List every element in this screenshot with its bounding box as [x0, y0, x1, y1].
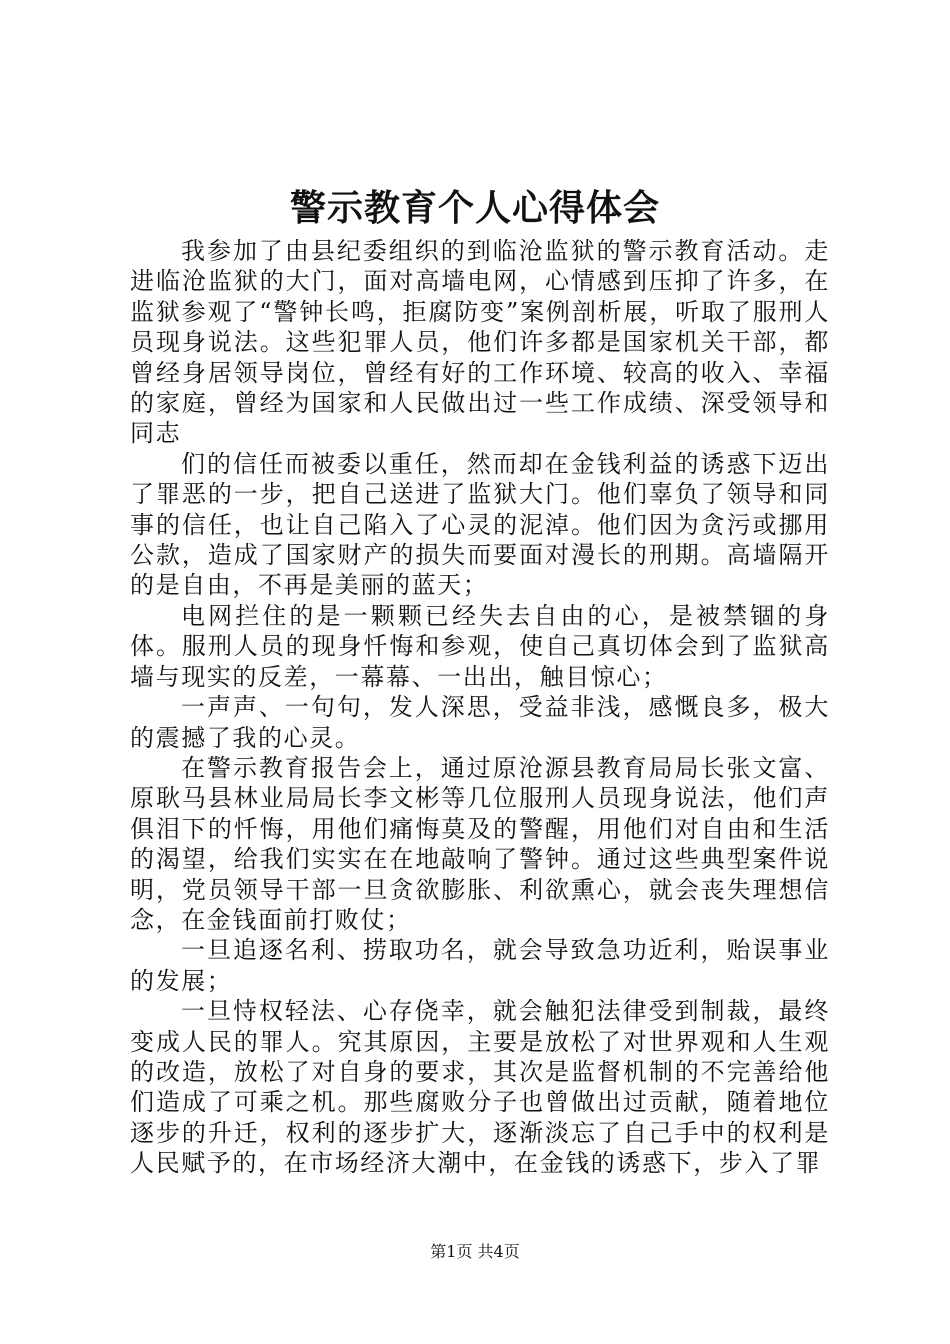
paragraph-2: 们的信任而被委以重任，然而却在金钱利益的诱惑下迈出了罪恶的一步，把自己送进了监狱大门。他们辜负了领导和同事的信任，也让自己陷入了心灵的泥淖。他们因为贪污或挪用公款，造成了国家财产的损失而要面对漫长的刑期。高墙隔开的是自由，不再是美丽的蓝天；	[130, 449, 830, 600]
paragraph-6: 一旦追逐名利、捞取功名，就会导致急功近利，贻误事业的发展；	[130, 936, 830, 995]
paragraph-4: 一声声、一句句，发人深思，受益非浅，感慨良多，极大的震撼了我的心灵。	[130, 693, 830, 752]
paragraph-5: 在警示教育报告会上，通过原沧源县教育局局长张文富、原耿马县林业局局长李文彬等几位服刑人员现身说法，他们声俱泪下的忏悔，用他们痛悔莫及的警醒，用他们对自由和生活的渴望，给我们实实在在地敲响了警钟。通过这些典型案件说明，党员领导干部一旦贪欲膨胀、利欲熏心，就会丧失理想信念，在金钱面前打败仗；	[130, 753, 830, 934]
paragraph-1: 我参加了由县纪委组织的到临沧监狱的警示教育活动。走进临沧监狱的大门，面对高墙电网，心情感到压抑了许多，在监狱参观了“警钟长鸣，拒腐防变”案例剖析展，听取了服刑人员现身说法。这些犯罪人员，他们许多都是国家机关干部，都曾经身居领导岗位，曾经有好的工作环境、较高的收入、幸福的家庭，曾经为国家和人民做出过一些工作成绩、深受领导和同志	[130, 237, 830, 448]
document-body	[130, 236, 830, 1179]
paragraph-7: 一旦恃权轻法、心存侥幸，就会触犯法律受到制裁，最终变成人民的罪人。究其原因，主要是放松了对世界观和人生观的改造，放松了对自身的要求，其次是监督机制的不完善给他们造成了可乘之机。那些腐败分子也曾做出过贡献，随着地位逐步的升迁，权利的逐步扩大，逐渐淡忘了自己手中的权利是人民赋予的，在市场经济大潮中，在金钱的诱惑下，步入了罪	[130, 997, 830, 1178]
document-title: 警示教育个人心得体会	[289, 187, 660, 229]
paragraph-3: 电网拦住的是一颗颗已经失去自由的心，是被禁锢的身体。服刑人员的现身忏悔和参观，使自己真切体会到了监狱高墙与现实的反差，一幕幕、一出出，触目惊心；	[130, 601, 830, 691]
page-number-footer: 第1页 共4页	[430, 1242, 520, 1261]
